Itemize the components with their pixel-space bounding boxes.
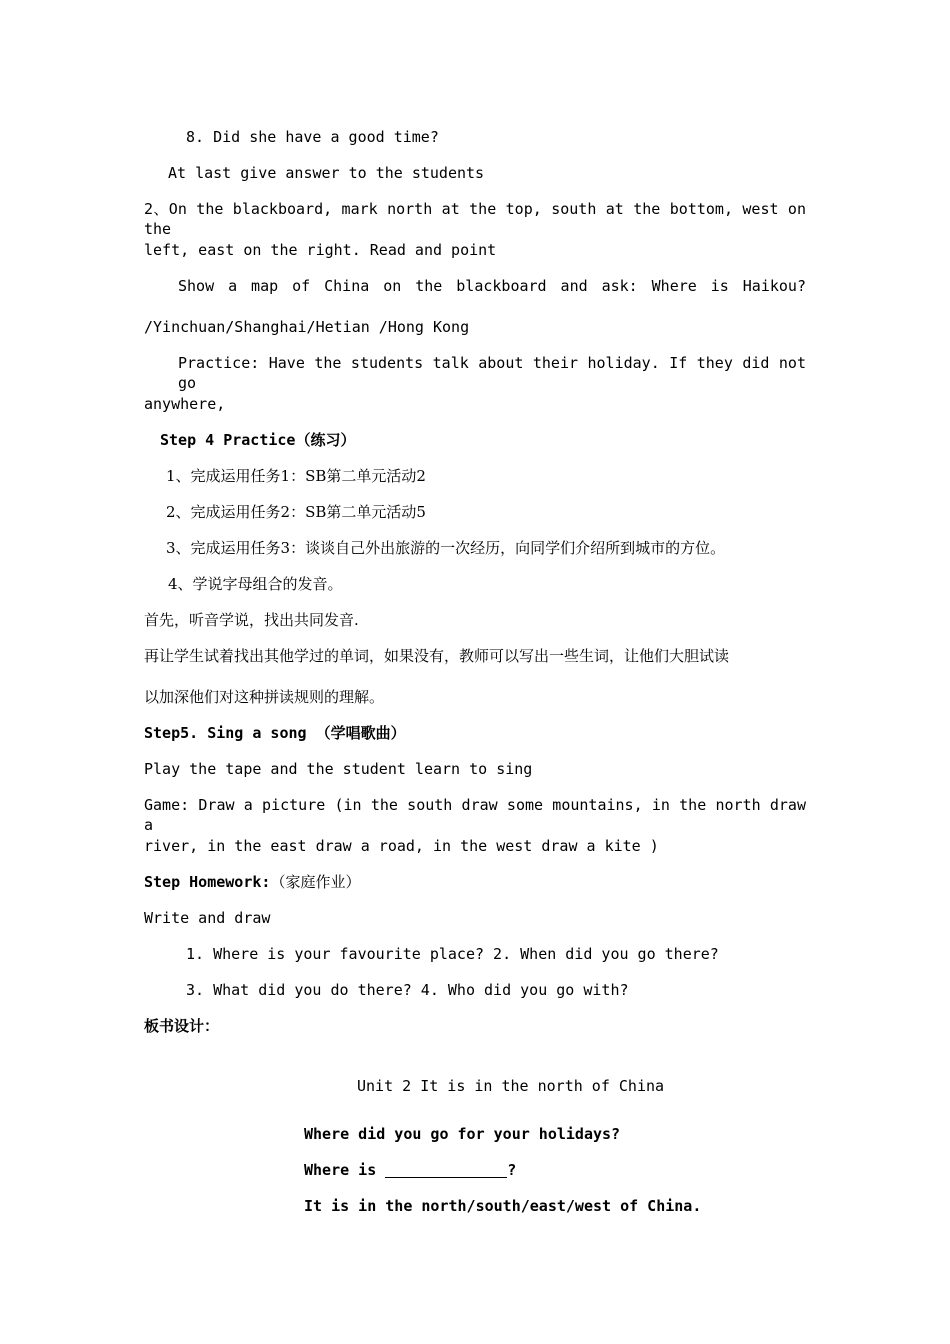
- board-line-2-pre: Where is: [304, 1161, 386, 1179]
- answer-blank: [385, 1161, 507, 1178]
- then-line-2: 以加深他们对这种拼读规则的理解。: [144, 688, 385, 706]
- step4-heading: Step 4 Practice（练习）: [160, 431, 356, 449]
- unit-title: Unit 2 It is in the north of China: [357, 1077, 665, 1095]
- task-3: 3、完成运用任务3：谈谈自己外出旅游的一次经历，向同学们介绍所到城市的方位。: [166, 539, 726, 557]
- practice-line-1: Practice: Have the students talk about their holiday. If they did not go: [178, 354, 806, 392]
- homework-q12: 1. Where is your favourite place? 2. When did you go there?: [186, 945, 719, 963]
- homework-cn: （家庭作业）: [270, 873, 361, 891]
- then-line-1: 再让学生试着找出其他学过的单词，如果没有，教师可以写出一些生词，让他们大胆试读: [144, 647, 730, 665]
- write-line: Write and draw: [144, 909, 271, 927]
- blackboard-line-2: left, east on the right. Read and point: [144, 241, 497, 259]
- task-2: 2、完成运用任务2：SB第二单元活动5: [166, 503, 426, 521]
- first-line: 首先，听音学说，找出共同发音.: [144, 611, 359, 629]
- homework-q34: 3. What did you do there? 4. Who did you go with?: [186, 981, 629, 999]
- step5-heading: Step5. Sing a song （学唱歌曲）: [144, 724, 406, 742]
- map-line-1: Show a map of China on the blackboard and ask: Where is Haikou?: [178, 277, 806, 295]
- practice-line-2: anywhere,: [144, 395, 226, 413]
- task-4: 4、学说字母组合的发音。: [168, 575, 343, 593]
- homework-heading: [144, 872, 360, 892]
- map-line-2: /Yinchuan/Shanghai/Hetian /Hong Kong: [144, 318, 470, 336]
- homework-label: Step Homework:: [144, 873, 271, 891]
- question-8: 8. Did she have a good time?: [186, 128, 439, 146]
- board-design-label: 板书设计：: [144, 1017, 220, 1035]
- task-1: 1、完成运用任务1：SB第二单元活动2: [166, 467, 426, 485]
- blackboard-line-1: 2、On the blackboard, mark north at the top, south at the bottom, west on the: [144, 200, 806, 238]
- play-line: Play the tape and the student learn to sing: [144, 760, 533, 778]
- board-line-2-post: ?: [507, 1161, 517, 1179]
- board-line-1: Where did you go for your holidays?: [304, 1125, 621, 1143]
- board-line-3: It is in the north/south/east/west of China.: [304, 1197, 702, 1215]
- game-line-1: Game: Draw a picture (in the south draw some mountains, in the north draw a: [144, 796, 806, 834]
- answer-line: At last give answer to the students: [168, 164, 485, 182]
- board-line-2: [304, 1160, 516, 1180]
- game-line-2: river, in the east draw a road, in the west draw a kite ): [144, 837, 659, 855]
